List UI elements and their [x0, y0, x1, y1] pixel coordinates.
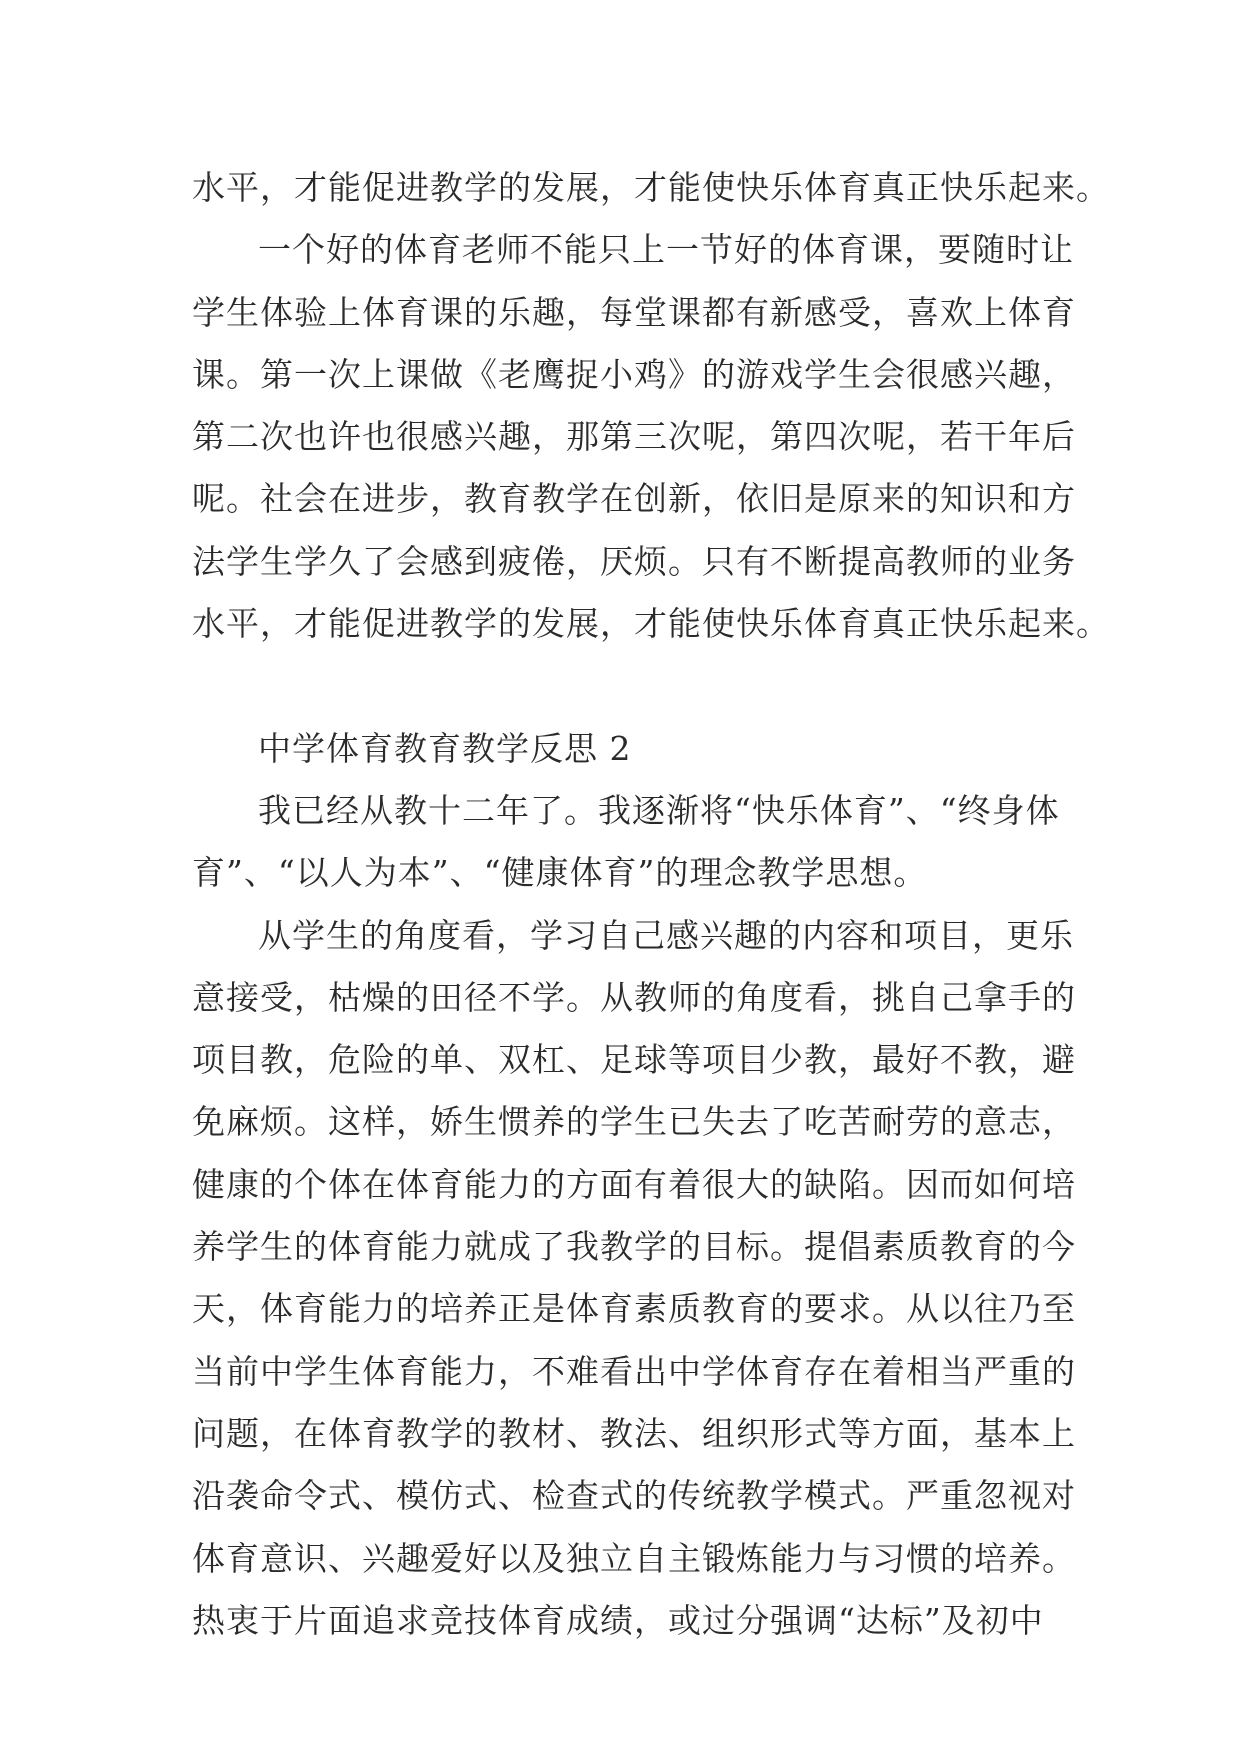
paragraph-start-line: 从学生的角度看，学习自己感兴趣的内容和项目，更乐: [258, 915, 1074, 955]
text-line: 问题，在体育教学的教材、教法、组织形式等方面，基本上: [192, 1413, 1076, 1453]
text-line: 意接受，枯燥的田径不学。从教师的角度看，挑自己拿手的: [192, 977, 1076, 1017]
text-line: 天，体育能力的培养正是体育素质教育的要求。从以往乃至: [192, 1289, 1076, 1329]
text-line: 项目教，危险的单、双杠、足球等项目少教，最好不教，避: [192, 1040, 1076, 1080]
paragraph-start-line: 一个好的体育老师不能只上一节好的体育课，要随时让: [258, 230, 1074, 270]
section-title: 中学体育教育教学反思 2: [258, 728, 632, 768]
text-line: 法学生学久了会感到疲倦，厌烦。只有不断提高教师的业务: [192, 541, 1076, 581]
text-line: 第二次也许也很感兴趣，那第三次呢，第四次呢，若干年后: [192, 417, 1076, 457]
text-line: 沿袭命令式、模仿式、检查式的传统教学模式。严重忽视对: [192, 1476, 1076, 1516]
text-line: 呢。社会在进步，教育教学在创新，依旧是原来的知识和方: [192, 479, 1076, 519]
text-line: 热衷于片面追求竞技体育成绩，或过分强调“达标”及初中: [192, 1600, 1044, 1640]
document-body: [192, 157, 1110, 1652]
text-line: 体育意识、兴趣爱好以及独立自主锻炼能力与习惯的培养。: [192, 1538, 1076, 1578]
text-line: 养学生的体育能力就成了我教学的目标。提倡素质教育的今: [192, 1227, 1076, 1267]
text-line: 免麻烦。这样，娇生惯养的学生已失去了吃苦耐劳的意志，: [192, 1102, 1076, 1142]
text-line: 健康的个体在体育能力的方面有着很大的缺陷。因而如何培: [192, 1164, 1076, 1204]
blank-line: [192, 655, 1052, 717]
text-line: 当前中学生体育能力，不难看出中学体育存在着相当严重的: [192, 1351, 1076, 1391]
text-line: 水平，才能促进教学的发展，才能使快乐体育真正快乐起来。: [192, 604, 1110, 644]
paragraph-start-line: 我已经从教十二年了。我逐渐将“快乐体育”、“终身体: [258, 790, 1060, 830]
text-line: 课。第一次上课做《老鹰捉小鸡》的游戏学生会很感兴趣，: [192, 354, 1076, 394]
text-line: 学生体验上体育课的乐趣，每堂课都有新感受，喜欢上体育: [192, 292, 1076, 332]
text-line: 育”、“以人为本”、“健康体育”的理念教学思想。: [192, 853, 928, 893]
text-line: 水平，才能促进教学的发展，才能使快乐体育真正快乐起来。: [192, 168, 1110, 207]
